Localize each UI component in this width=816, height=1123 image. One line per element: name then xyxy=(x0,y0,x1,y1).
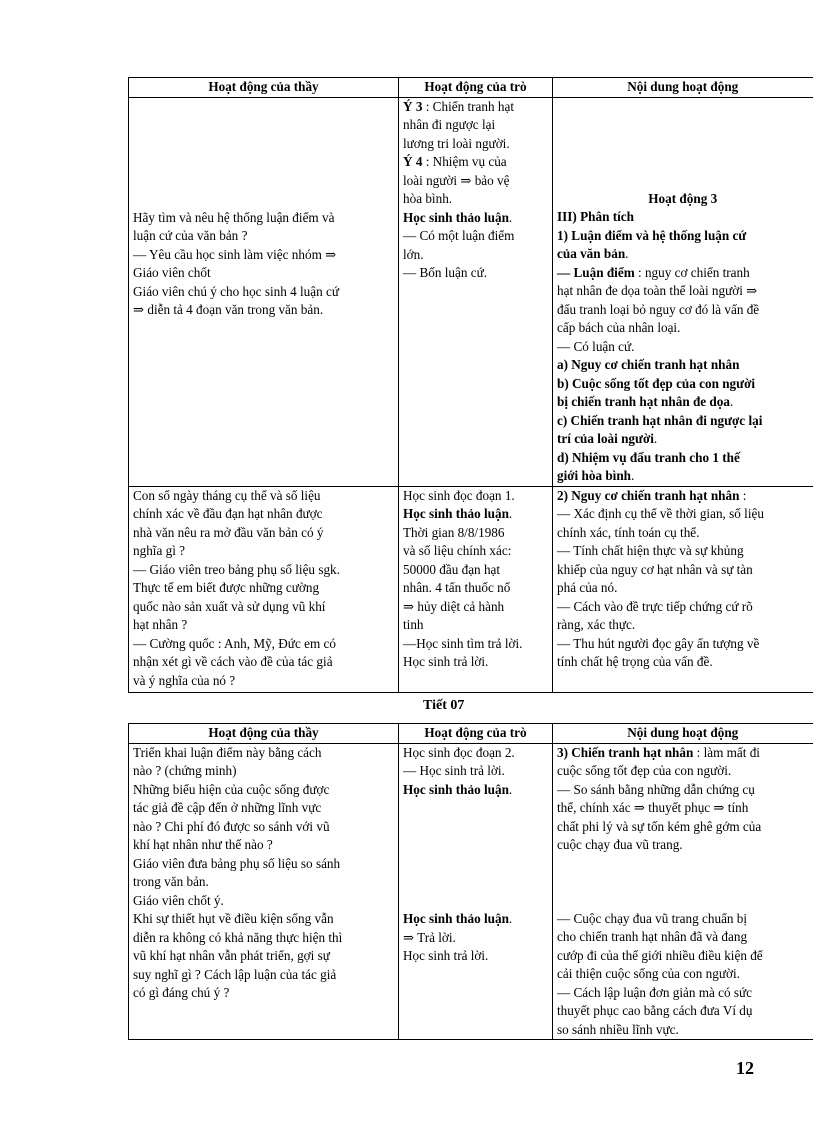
text-line xyxy=(557,598,809,617)
text-line xyxy=(403,505,548,524)
normal-text: — Có luận cứ. xyxy=(557,338,635,354)
teacher-text xyxy=(133,209,394,320)
text-line: và ý nghĩa của nó ? xyxy=(133,672,236,688)
normal-text: cướp đi của thế giới nhiều điều kiện để xyxy=(557,947,763,963)
normal-text: — Có một luận điểm xyxy=(403,228,515,243)
text-line xyxy=(403,246,548,265)
text-line xyxy=(557,319,809,338)
text-line xyxy=(403,116,548,135)
content-text xyxy=(557,910,809,1040)
lesson-label: Tiết 07 xyxy=(423,698,465,713)
bold-text: 2) Nguy cơ chiến tranh hạt nhân xyxy=(557,487,740,503)
text-line xyxy=(557,984,809,1003)
normal-text: hạt nhân đe dọa toàn thể loài người ⇒ xyxy=(557,283,758,298)
activity-table-1 xyxy=(128,77,813,693)
text-line: Con số ngày tháng cụ thể và số liệu xyxy=(133,487,321,503)
text-line: có gì đáng chú ý ? xyxy=(133,985,230,1000)
text-line: nhà văn nêu ra mở đầu văn bản có ý xyxy=(133,524,324,540)
text-line: luận cứ của văn bản ? xyxy=(133,228,248,243)
text-line xyxy=(557,1002,809,1021)
header-student: Hoạt động của trò xyxy=(399,724,553,744)
text-line xyxy=(557,467,809,486)
text-line: nào ? (chứng minh) xyxy=(133,763,237,778)
bold-text: d) Nhiệm vụ đấu tranh cho 1 thế xyxy=(557,449,740,465)
text-line xyxy=(557,1021,809,1040)
text-line: ⇒ diễn tả 4 đoạn văn trong văn bản. xyxy=(133,302,324,317)
normal-text: — Cách lập luận đơn giản mà có sức xyxy=(557,984,753,1000)
text-line: Hãy tìm và nêu hệ thống luận điểm và xyxy=(133,209,335,225)
text-line: — Yêu cầu học sinh làm việc nhóm ⇒ xyxy=(133,246,337,262)
normal-text: so sánh nhiều lĩnh vực. xyxy=(557,1021,679,1037)
normal-text: tinh xyxy=(403,617,424,632)
text-line xyxy=(403,135,548,154)
bold-text: trí của loài người xyxy=(557,431,654,446)
student-text xyxy=(403,487,548,672)
text-line xyxy=(557,947,809,966)
text-line xyxy=(403,635,548,654)
text-line: Những biểu hiện của cuộc sống được xyxy=(133,781,330,797)
text-line xyxy=(557,616,809,635)
content-cell xyxy=(553,743,813,1040)
section-title: III) Phân tích xyxy=(557,209,634,224)
normal-text: . xyxy=(631,468,635,483)
normal-text: cuộc chạy đua vũ trang. xyxy=(557,837,683,852)
normal-text: chính xác, tính toán cụ thể. xyxy=(557,524,700,540)
table-row xyxy=(129,97,813,486)
normal-text: : xyxy=(739,487,747,503)
normal-text: nhân đi ngược lại xyxy=(403,117,496,132)
normal-text: . xyxy=(508,209,513,225)
bold-text: Ý 3 xyxy=(403,98,423,114)
text-line: — Giáo viên treo bảng phụ số liệu sgk. xyxy=(133,561,340,577)
content-text xyxy=(557,487,809,672)
student-text xyxy=(403,910,548,966)
text-line xyxy=(557,818,809,837)
student-cell xyxy=(399,743,553,1040)
text-line xyxy=(403,762,548,781)
normal-text: cải thiện cuộc sống của con người. xyxy=(557,966,740,981)
text-line xyxy=(403,153,548,172)
text-line xyxy=(557,505,809,524)
normal-text: và số liệu chính xác: xyxy=(403,543,512,558)
text-line xyxy=(403,542,548,561)
text-line xyxy=(403,190,548,209)
bold-text: b) Cuộc sống tốt đẹp của con người xyxy=(557,375,756,391)
text-line xyxy=(403,579,548,598)
activity-table-2 xyxy=(128,723,813,1040)
normal-text: — Xác định cụ thể về thời gian, số liệu xyxy=(557,506,764,521)
normal-text: — Học sinh trả lời. xyxy=(403,763,505,778)
text-line xyxy=(557,542,809,561)
teacher-cell xyxy=(129,97,399,486)
student-cell xyxy=(399,486,553,692)
normal-text: cấp bách của nhân loại. xyxy=(557,320,681,335)
text-line xyxy=(557,245,809,264)
text-line xyxy=(557,430,809,449)
normal-text: : nguy cơ chiến tranh xyxy=(634,264,750,280)
bold-text: 1) Luận điểm và hệ thống luận cứ xyxy=(557,227,747,243)
text-line: diễn ra không có khả năng thực hiện thì xyxy=(133,929,343,945)
text-line xyxy=(557,393,809,412)
text-line xyxy=(403,616,548,635)
text-line xyxy=(403,781,548,800)
content-cell xyxy=(553,97,813,486)
text-line: trong văn bản. xyxy=(133,874,209,889)
content-text xyxy=(557,744,809,855)
content-cell xyxy=(553,486,813,692)
text-line: nhận xét gì về cách vào đề của tác giả xyxy=(133,654,333,669)
normal-text: . xyxy=(508,506,513,521)
normal-text: Thời gian 8/8/1986 xyxy=(403,524,505,540)
text-line: Thực tế em biết được những cường xyxy=(133,580,320,595)
normal-text: khiếp của nguy cơ hạt nhân và sự tàn xyxy=(557,561,753,577)
text-line xyxy=(557,264,809,283)
text-line: suy nghĩ gì ? Cách lập luận của tác giả xyxy=(133,966,337,982)
table-row xyxy=(129,743,813,1040)
text-line: Giáo viên đưa bảng phụ số liệu so sánh xyxy=(133,855,341,871)
text-line xyxy=(403,653,548,672)
normal-text: . xyxy=(729,394,734,409)
text-line xyxy=(403,561,548,580)
page-number: 12 xyxy=(736,1058,754,1078)
normal-text: . xyxy=(625,246,629,261)
bold-text: Ý 4 xyxy=(403,154,423,169)
teacher-cell xyxy=(129,486,399,692)
normal-text: — Cách vào đề trực tiếp chứng cứ rõ xyxy=(557,598,753,614)
text-line xyxy=(557,301,809,320)
normal-text: cuộc sống tốt đẹp của con người. xyxy=(557,763,732,778)
text-line xyxy=(557,227,809,246)
text-line xyxy=(557,653,809,672)
normal-text: chất phi lý và sự tốn kém ghê gớm của xyxy=(557,818,762,834)
normal-text: Học sinh trả lời. xyxy=(403,948,489,963)
activity-title: Hoạt động 3 xyxy=(648,190,718,206)
text-line: Giáo viên chốt xyxy=(133,265,211,280)
normal-text: . xyxy=(653,431,658,446)
bold-text: giới hòa bình xyxy=(557,468,632,483)
normal-text: Học sinh đọc đoạn 1. xyxy=(403,487,515,503)
table-header-row xyxy=(129,724,813,744)
text-line: quốc nào sản xuất và sử dụng vũ khí xyxy=(133,598,326,614)
bold-text: Học sinh thảo luận xyxy=(403,781,509,797)
normal-text: — Tính chất hiện thực và sự khủng xyxy=(557,543,744,558)
text-line xyxy=(557,744,809,763)
text-line xyxy=(403,598,548,617)
text-line xyxy=(403,209,548,228)
text-line xyxy=(403,744,548,763)
normal-text: thuyết phục cao bằng cách đưa Ví dụ xyxy=(557,1003,753,1018)
text-line: Khi sự thiết hụt về điều kiện sống vẫn xyxy=(133,911,334,926)
normal-text: hòa bình. xyxy=(403,191,453,206)
bold-text: Học sinh thảo luận xyxy=(403,911,509,926)
header-student: Hoạt động của trò xyxy=(399,78,553,98)
text-line xyxy=(557,356,809,375)
bold-text: của văn bản xyxy=(557,246,626,261)
text-line: Triển khai luận điểm này bằng cách xyxy=(133,744,322,760)
normal-text: ⇒ hủy diệt cả hành xyxy=(403,598,505,614)
normal-text: cho chiến tranh hạt nhân đã và đang xyxy=(557,929,748,944)
bold-text: — Luận điểm xyxy=(557,264,635,280)
normal-text: phá của nó. xyxy=(557,580,618,595)
header-content: Nội dung hoạt động xyxy=(553,78,813,98)
normal-text: 50000 đầu đạn hạt xyxy=(403,561,501,577)
text-line xyxy=(557,579,809,598)
normal-text: — So sánh bằng những dẫn chứng cụ xyxy=(557,781,755,797)
text-line: nào ? Chi phí đó được so sánh với vũ xyxy=(133,818,330,834)
text-line xyxy=(403,487,548,506)
text-line xyxy=(403,947,548,966)
text-line xyxy=(403,929,548,948)
text-line xyxy=(557,928,809,947)
text-line xyxy=(403,264,548,283)
teacher-cell xyxy=(129,743,399,1040)
normal-text: — Bốn luận cứ. xyxy=(403,265,488,280)
bold-text: bị chiến tranh hạt nhân đe dọa xyxy=(557,394,730,409)
text-line xyxy=(557,449,809,468)
student-cell xyxy=(399,97,553,486)
text-line: khí hạt nhân như thế nào ? xyxy=(133,837,273,852)
bold-text: c) Chiến tranh hạt nhân đi ngược lại xyxy=(557,412,763,428)
text-line xyxy=(403,227,548,246)
teacher-text xyxy=(133,487,394,691)
text-line: chính xác về đầu đạn hạt nhân được xyxy=(133,506,323,521)
text-line xyxy=(403,172,548,191)
text-line: tác giả đề cập đến ở những lĩnh vực xyxy=(133,800,322,815)
normal-text: tính chất hệ trọng của vấn đề. xyxy=(557,654,713,669)
text-line xyxy=(557,781,809,800)
normal-text: : Chiến tranh hạt xyxy=(422,98,514,114)
normal-text: Học sinh đọc đoạn 2. xyxy=(403,744,515,760)
bold-text: 3) Chiến tranh hạt nhân xyxy=(557,744,694,760)
text-line xyxy=(403,524,548,543)
text-line xyxy=(557,762,809,781)
normal-text: — Cuộc chạy đua vũ trang chuẩn bị xyxy=(557,910,748,926)
text-line xyxy=(557,338,809,357)
normal-text: ràng, xác thực. xyxy=(557,617,636,632)
header-content: Nội dung hoạt động xyxy=(553,724,813,744)
normal-text: —Học sinh tìm trả lời. xyxy=(403,635,523,651)
text-line xyxy=(557,487,809,506)
bold-text: Học sinh thảo luận xyxy=(403,209,509,225)
text-line: — Cường quốc : Anh, Mỹ, Đức em có xyxy=(133,635,336,651)
text-line: nghĩa gì ? xyxy=(133,543,186,558)
student-text xyxy=(403,744,548,800)
normal-text: ⇒ Trả lời. xyxy=(403,929,456,945)
normal-text: : Nhiệm vụ của xyxy=(422,154,507,169)
normal-text: : làm mất đi xyxy=(693,744,760,760)
text-line xyxy=(557,561,809,580)
normal-text: Học sinh trả lời. xyxy=(403,654,489,669)
normal-text: thể, chính xác ⇒ thuyết phục ⇒ tính xyxy=(557,800,749,815)
text-line: Giáo viên chốt ý. xyxy=(133,892,224,908)
student-text xyxy=(403,98,548,283)
normal-text: nhân. 4 tấn thuốc nổ xyxy=(403,580,511,595)
normal-text: — Thu hút người đọc gây ấn tượng về xyxy=(557,635,760,651)
header-teacher: Hoạt động của thầy xyxy=(129,78,399,98)
text-line xyxy=(557,799,809,818)
text-line: Giáo viên chú ý cho học sinh 4 luận cứ xyxy=(133,283,340,299)
text-line xyxy=(557,412,809,431)
text-line xyxy=(557,375,809,394)
text-line xyxy=(557,965,809,984)
text-line xyxy=(557,282,809,301)
bold-text: a) Nguy cơ chiến tranh hạt nhân xyxy=(557,357,740,372)
teacher-text xyxy=(133,744,394,911)
content-text xyxy=(557,227,809,486)
normal-text: đấu tranh loại bỏ nguy cơ đó là vấn đề xyxy=(557,301,760,317)
header-teacher: Hoạt động của thầy xyxy=(129,724,399,744)
text-line xyxy=(403,910,548,929)
normal-text: loài người ⇒ bảo vệ xyxy=(403,172,510,188)
text-line: vũ khí hạt nhân vẫn phát triển, gợi sự xyxy=(133,948,330,963)
normal-text: . xyxy=(508,911,513,926)
teacher-text xyxy=(133,910,394,1003)
bold-text: Học sinh thảo luận xyxy=(403,506,509,521)
table-header-row xyxy=(129,78,813,98)
text-line xyxy=(557,910,809,929)
text-line xyxy=(557,836,809,855)
table-row xyxy=(129,486,813,692)
text-line: hạt nhân ? xyxy=(133,617,188,632)
text-line xyxy=(403,98,548,117)
text-line xyxy=(557,524,809,543)
normal-text: lớn. xyxy=(403,246,424,262)
normal-text: . xyxy=(508,781,513,797)
text-line xyxy=(557,635,809,654)
normal-text: lương tri loài người. xyxy=(403,135,510,151)
